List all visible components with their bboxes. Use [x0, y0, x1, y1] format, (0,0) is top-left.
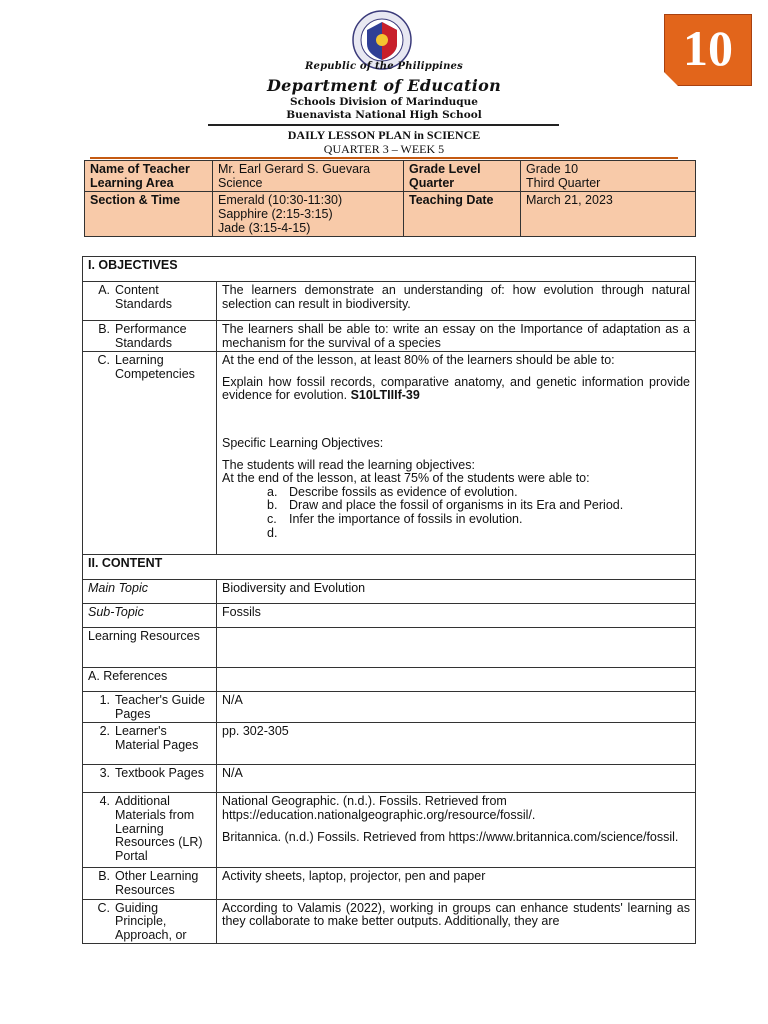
division-name: Schools Division of Marinduque [290, 96, 478, 108]
lesson-info-table [84, 160, 696, 237]
info-top-rule [90, 157, 678, 159]
header-rule [208, 124, 559, 126]
teacher-value: Mr. Earl Gerard S. Guevara [218, 162, 371, 176]
content-standards-label: Content Standards [115, 283, 172, 311]
additional-materials-label: Additional Materials from Learning Resources (LR) Portal [115, 794, 203, 863]
section-label: Section & Time [90, 193, 181, 207]
specific-objectives-heading: Specific Learning Objectives: [222, 435, 384, 450]
textbook-value: N/A [217, 765, 696, 793]
tb-mark: 3. [99, 766, 110, 781]
section-jade: Jade (3:15-4-15) [218, 221, 311, 235]
competency-code: S10LTIIIf-39 [350, 388, 420, 403]
competencies-explain: Explain how fossil records, comparative anatomy, and genetic information provide evidence for evolution. [222, 374, 690, 403]
teacher-label: Name of Teacher [90, 162, 190, 176]
teachers-guide-value: N/A [217, 692, 696, 723]
quarter-value: Third Quarter [526, 176, 601, 190]
other-mark: B. [98, 869, 110, 884]
list-item: d. [267, 525, 278, 540]
sub-topic-label: Sub-Topic [83, 604, 217, 628]
references-label: A. References [83, 668, 217, 692]
date-label: Teaching Date [409, 193, 494, 207]
department-name: Department of Education [266, 76, 502, 95]
competencies-label: Learning Competencies [115, 353, 195, 381]
learners-material-value: pp. 302-305 [217, 723, 696, 765]
specific-intro-2: At the end of the lesson, at least 75% of the students were able to: [222, 471, 590, 486]
lm-mark: 2. [99, 724, 110, 739]
guiding-principle-text: According to Valamis (2022), working in groups can enhance students' learning as they collaborate to make better outputs. Additionally, they are [217, 899, 696, 944]
tg-mark: 1. [99, 693, 110, 708]
content-heading: II. CONTENT [83, 555, 696, 580]
badge-number: 10 [683, 20, 733, 76]
competencies-intro: At the end of the lesson, at least 80% of the learners should be able to: [222, 353, 615, 368]
quarter-label: Quarter [409, 176, 455, 190]
am-mark: 4. [99, 794, 110, 809]
performance-standards-text: The learners shall be able to: write an essay on the Importance of adaptation as a mechanism for the survival of a species [217, 321, 696, 352]
area-value: Science [218, 176, 263, 190]
grade-label: Grade Level [409, 162, 481, 176]
date-value: March 21, 2023 [526, 193, 613, 207]
specific-objectives-list [222, 486, 690, 540]
section-sapphire: Sapphire (2:15-3:15) [218, 207, 333, 221]
content-standards-text: The learners demonstrate an understanding of: how evolution through natural selection can result in biodiversity. [217, 282, 696, 321]
grade-value: Grade 10 [526, 162, 579, 176]
textbook-label: Textbook Pages [115, 766, 204, 781]
learning-resources-label: Learning Resources [83, 628, 217, 668]
additional-ref-2: Britannica. (n.d.) Fossils. Retrieved from https://www.britannica.com/science/fossil. [222, 829, 679, 844]
main-topic-value: Biodiversity and Evolution [217, 580, 696, 604]
performance-standards-label: Performance Standards [115, 322, 187, 350]
objectives-heading: I. OBJECTIVES [83, 257, 696, 282]
guiding-principle-label: Guiding Principle, Approach, or [115, 900, 187, 942]
competencies-mark: C. [97, 353, 110, 368]
other-resources-label: Other Learning Resources [115, 869, 199, 897]
specific-intro-1: The students will read the learning objectives: [222, 457, 475, 472]
section-emerald: Emerald (10:30-11:30) [218, 193, 343, 207]
school-name: Buenavista National High School [286, 109, 482, 121]
sub-topic-value: Fossils [217, 604, 696, 628]
list-item: a. Describe fossils as evidence of evolution. [267, 484, 518, 499]
main-topic-label: Main Topic [83, 580, 217, 604]
learners-material-label: Learner's Material Pages [115, 724, 199, 752]
performance-standards-mark: B. [98, 322, 110, 336]
guiding-mark: C. [97, 900, 110, 915]
list-item: c. Infer the importance of fossils in evolution. [267, 511, 523, 526]
lesson-plan-table [82, 256, 696, 944]
content-standards-mark: A. [98, 283, 110, 297]
teachers-guide-label: Teacher's Guide Pages [115, 693, 205, 721]
republic-line: Republic of the Philippines [305, 61, 463, 72]
plan-title: DAILY LESSON PLAN in SCIENCE [287, 128, 481, 142]
area-label: Learning Area [90, 176, 174, 190]
list-item: b. Draw and place the fossil of organisms in its Era and Period. [267, 498, 624, 513]
additional-ref-1: National Geographic. (n.d.). Fossils. Retrieved from https://education.nationalgeographic.org/resource/fossil/. [222, 794, 536, 822]
quarter-week: QUARTER 3 – WEEK 5 [323, 142, 445, 156]
other-resources-value: Activity sheets, laptop, projector, pen and paper [217, 868, 696, 899]
